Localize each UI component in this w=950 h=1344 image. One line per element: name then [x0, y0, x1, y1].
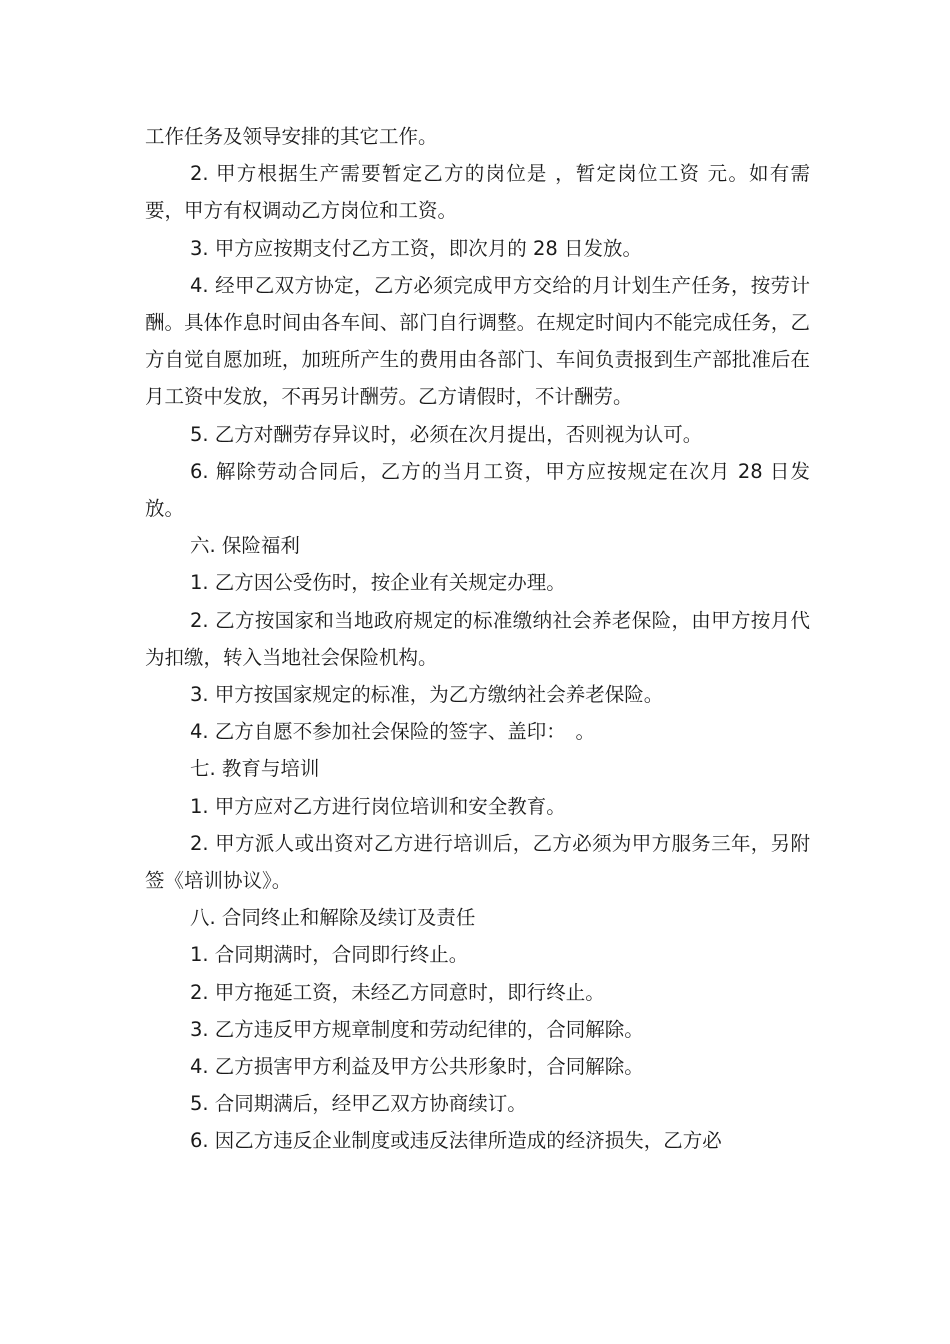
- paragraph-final-salary: 6. 解除劳动合同后，乙方的当月工资，甲方应按规定在次月 28 日发放。: [145, 459, 810, 521]
- paragraph-training-service: 2. 甲方派人或出资对乙方进行培训后，乙方必须为甲方服务三年，另附签《培训协议》。: [145, 831, 810, 893]
- paragraph-insurance-waiver: 4. 乙方自愿不参加社会保险的签字、盖印： 。: [190, 720, 596, 744]
- paragraph-rule-violation: 3. 乙方违反甲方规章制度和劳动纪律的，合同解除。: [190, 1017, 644, 1041]
- section-heading-insurance: 六. 保险福利: [190, 534, 300, 558]
- paragraph-contract-expiry: 1. 合同期满时，合同即行终止。: [190, 943, 469, 967]
- paragraph-salary-position: 2. 甲方根据生产需要暂定乙方的岗位是 ，暂定岗位工资 元。如有需要，甲方有权调动乙方岗位和工资。: [145, 162, 810, 223]
- paragraph-pension-payment: 3. 甲方按国家规定的标准，为乙方缴纳社会养老保险。: [190, 683, 664, 707]
- paragraph-safety-training: 1. 甲方应对乙方进行岗位培训和安全教育。: [190, 794, 566, 818]
- paragraph-pay-objection: 5. 乙方对酬劳存异议时，必须在次月提出，否则视为认可。: [190, 422, 703, 446]
- document-body: [145, 118, 810, 1160]
- paragraph-liability: 6. 因乙方违反企业制度或违反法律所造成的经济损失，乙方必: [190, 1129, 722, 1153]
- paragraph-wage-delay: 2. 甲方拖延工资，未经乙方同意时，即行终止。: [190, 980, 605, 1004]
- paragraph-interest-damage: 4. 乙方损害甲方利益及甲方公共形象时，合同解除。: [190, 1055, 644, 1079]
- paragraph-continuation: 工作任务及领导安排的其它工作。: [145, 125, 438, 148]
- paragraph-renewal: 5. 合同期满后，经甲乙双方协商续订。: [190, 1092, 527, 1116]
- section-heading-termination: 八. 合同终止和解除及续订及责任: [190, 906, 476, 930]
- section-heading-training: 七. 教育与培训: [190, 757, 320, 781]
- paragraph-work-injury: 1. 乙方因公受伤时，按企业有关规定办理。: [190, 571, 566, 595]
- paragraph-pension-deduction: 2. 乙方按国家和当地政府规定的标准缴纳社会养老保险，由甲方按月代为扣缴，转入当地社会保险机构。: [145, 608, 810, 669]
- paragraph-work-tasks: 4. 经甲乙双方协定，乙方必须完成甲方交给的月计划生产任务，按劳计酬。具体作息时间由各车间、部门自行调整。在规定时间内不能完成任务，乙方自觉自愿加班，加班所产生的费用由各部门、车间负责报到生产部批准后在月工资中发放，不再另计酬劳。乙方请假时，不计酬劳。: [145, 273, 810, 409]
- paragraph-salary-payment: 3. 甲方应按期支付乙方工资，即次月的 28 日发放。: [190, 236, 643, 260]
